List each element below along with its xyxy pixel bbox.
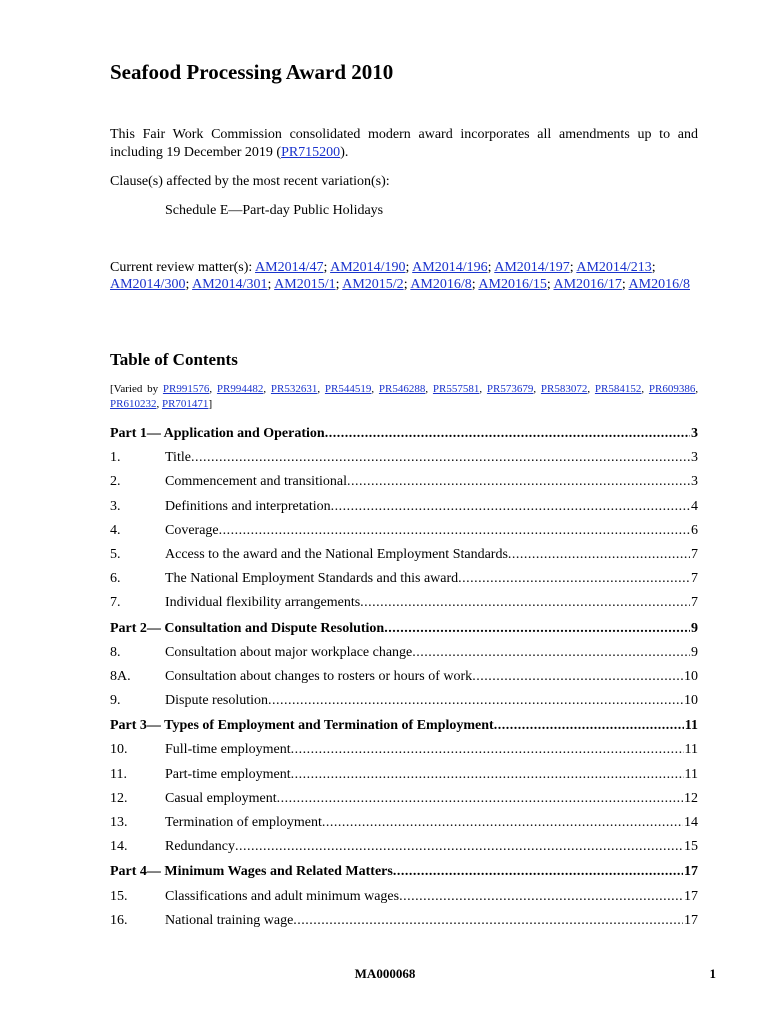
toc-clause-number: 11.	[110, 766, 127, 782]
review-matters: Current review matter(s): AM2014/47; AM2014/190; AM2014/196; AM2014/197; AM2014/213; AM2014/300; AM2014/301; AM2015/1; AM2015/2; AM2016/8; AM2016/15; AM2016/17; AM2016/8	[110, 260, 690, 292]
varied-link[interactable]: PR583072	[540, 383, 588, 395]
review-link[interactable]: AM2016/8	[410, 277, 472, 292]
toc-leader-dots	[291, 738, 684, 762]
toc-row[interactable]	[110, 885, 698, 909]
toc-clause-number: 10.	[110, 742, 128, 758]
toc-clause-title: Part-time employment	[165, 766, 291, 782]
toc-part-row[interactable]	[110, 860, 698, 884]
intro-text: This Fair Work Commission consolidated modern award incorporates all amendments up to and including 19 December 2019 (	[110, 127, 698, 160]
toc-leader-dots	[219, 519, 690, 543]
varied-link[interactable]: PR584152	[594, 383, 642, 395]
toc-leader-dots	[191, 446, 690, 470]
toc-clause-title: Consultation about major workplace change	[165, 644, 413, 660]
toc-clause-title: Coverage	[165, 522, 219, 538]
toc-row[interactable]	[110, 738, 698, 762]
toc-row[interactable]	[110, 909, 698, 933]
toc-page-number: 10	[684, 693, 698, 709]
toc-clause-number: 3.	[110, 498, 121, 514]
toc-clause-number: 8.	[110, 644, 121, 660]
toc-page-number: 17	[684, 888, 698, 904]
review-link[interactable]: AM2014/196	[412, 260, 488, 275]
toc-clause-number: 16.	[110, 912, 128, 928]
toc-part-title: Part 3— Types of Employment and Termination of Employment	[110, 718, 494, 734]
toc-row[interactable]	[110, 665, 698, 689]
review-link[interactable]: AM2014/213	[576, 260, 652, 275]
varied-by-list: [Varied by PR991576, PR994482, PR532631, PR544519, PR546288, PR557581, PR573679, PR583072, PR584152, PR609386, PR610232, PR701471]	[110, 383, 699, 410]
toc-leader-dots	[384, 617, 690, 641]
toc-clause-title: Casual employment	[165, 790, 277, 806]
toc-row[interactable]	[110, 543, 698, 567]
varied-link[interactable]: PR557581	[432, 383, 480, 395]
varied-link[interactable]: PR991576	[162, 383, 210, 395]
toc-clause-title: Commencement and transitional	[165, 474, 347, 490]
toc-clause-number: 15.	[110, 888, 128, 904]
toc-row[interactable]	[110, 641, 698, 665]
review-link[interactable]: AM2015/1	[274, 277, 336, 292]
toc-leader-dots	[331, 495, 690, 519]
toc-clause-number: 8A.	[110, 668, 131, 684]
toc-clause-title: Full-time employment	[165, 742, 291, 758]
toc-row[interactable]	[110, 763, 698, 787]
toc-part-title: Part 4— Minimum Wages and Related Matters	[110, 864, 393, 880]
varied-link[interactable]: PR610232	[110, 398, 157, 410]
toc-leader-dots	[235, 835, 683, 859]
toc-clause-number: 5.	[110, 546, 121, 562]
toc-leader-dots	[393, 860, 683, 884]
toc-clause-title: Title	[165, 450, 191, 466]
varied-link[interactable]: PR609386	[648, 383, 696, 395]
toc-page-number: 7	[691, 595, 698, 611]
toc-page-number: 9	[691, 644, 698, 660]
toc-clause-title: Consultation about changes to rosters or hours of work	[165, 668, 473, 684]
review-link[interactable]: AM2016/8	[628, 277, 690, 292]
review-label: Current review matter(s):	[110, 260, 253, 275]
toc-clause-number: 13.	[110, 815, 128, 830]
toc-row[interactable]	[110, 591, 698, 615]
varied-end: ]	[208, 398, 213, 410]
toc-page-number: 17	[684, 864, 698, 880]
toc-clause-title: Redundancy	[165, 839, 235, 855]
review-link[interactable]: AM2015/2	[342, 277, 404, 292]
intro-end: ).	[340, 145, 349, 160]
toc-clause-number: 12.	[110, 790, 128, 806]
toc-leader-dots	[472, 665, 683, 689]
toc-heading: Table of Contents	[110, 350, 238, 369]
toc-clause-title: Termination of employment	[165, 815, 322, 830]
toc-page-number: 10	[684, 668, 698, 684]
toc-clause-title: The National Employment Standards and this award	[165, 571, 459, 587]
footer-award-code: MA000068	[354, 966, 416, 981]
varied-link[interactable]: PR701471	[161, 398, 209, 410]
intro-paragraph	[110, 126, 698, 162]
toc-part-row[interactable]	[110, 617, 698, 641]
toc-leader-dots	[494, 714, 684, 738]
toc-row[interactable]	[110, 519, 698, 543]
review-link[interactable]: AM2016/15	[478, 277, 547, 292]
toc-part-title: Part 2— Consultation and Dispute Resolution	[110, 620, 385, 636]
toc-page-number: 15	[684, 839, 698, 855]
varied-label: [Varied by	[110, 383, 159, 395]
review-link[interactable]: AM2014/197	[494, 260, 570, 275]
review-link[interactable]: AM2014/47	[255, 260, 324, 275]
toc-page-number: 14	[684, 815, 698, 830]
toc-part-row[interactable]	[110, 714, 698, 738]
toc-row[interactable]	[110, 470, 698, 494]
toc-page-number: 12	[684, 790, 698, 806]
clauses-label: Clause(s) affected by the most recent variation(s):	[110, 174, 390, 189]
toc-page-number: 17	[684, 912, 698, 928]
toc-part-row[interactable]	[110, 422, 698, 446]
toc-leader-dots	[291, 763, 684, 787]
toc-leader-dots	[508, 543, 690, 567]
review-link[interactable]: AM2016/17	[553, 277, 622, 292]
toc-clause-title: Access to the award and the National Employment Standards	[165, 546, 508, 562]
toc-page-number: 3	[691, 450, 698, 466]
toc-clause-number: 2.	[110, 474, 121, 490]
toc-part-title: Part 1— Application and Operation	[110, 426, 325, 441]
toc-leader-dots	[458, 567, 690, 591]
clause-item: Schedule E—Part-day Public Holidays	[165, 203, 384, 218]
varied-link[interactable]: PR994482	[216, 383, 264, 395]
toc-leader-dots	[325, 422, 690, 446]
toc-page-number: 4	[691, 498, 698, 514]
toc-clause-title: Individual flexibility arrangements	[165, 595, 361, 611]
review-link[interactable]: AM2014/190	[330, 260, 406, 275]
toc-page-number: 7	[691, 546, 698, 562]
toc-page-number: 7	[691, 571, 698, 587]
toc-row[interactable]	[110, 811, 698, 835]
toc-clause-title: Classifications and adult minimum wages	[165, 888, 400, 904]
toc-clause-title: Dispute resolution	[165, 693, 269, 709]
toc-clause-number: 1.	[110, 450, 121, 466]
toc-clause-number: 4.	[110, 522, 121, 538]
varied-link[interactable]: PR544519	[324, 383, 372, 395]
toc-clause-number: 6.	[110, 571, 121, 587]
toc-clause-number: 7.	[110, 595, 121, 611]
toc-leader-dots	[360, 591, 690, 615]
toc-page-number: 11	[684, 766, 698, 782]
toc-leader-dots	[293, 909, 683, 933]
varied-link[interactable]: PR573679	[486, 383, 534, 395]
toc-page-number: 3	[691, 474, 698, 490]
toc-row[interactable]	[110, 446, 698, 470]
toc-leader-dots	[277, 787, 683, 811]
toc-clause-title: Definitions and interpretation	[165, 498, 331, 514]
toc-clause-number: 9.	[110, 693, 121, 709]
toc-leader-dots	[268, 689, 683, 713]
toc-page-number: 11	[684, 742, 698, 758]
toc-row[interactable]	[110, 787, 698, 811]
intro-link[interactable]: PR715200	[281, 145, 341, 160]
toc-leader-dots	[322, 811, 683, 835]
review-link[interactable]: AM2014/301	[192, 277, 268, 292]
toc-page-number: 9	[691, 620, 698, 636]
toc-row[interactable]	[110, 495, 698, 519]
table-of-contents	[110, 422, 698, 933]
varied-link[interactable]: PR546288	[378, 383, 426, 395]
toc-row[interactable]	[110, 835, 698, 859]
toc-clause-title: National training wage	[165, 912, 294, 928]
footer-page-number: 1	[709, 966, 716, 981]
document-title: Seafood Processing Award 2010	[110, 60, 394, 84]
varied-link[interactable]: PR532631	[270, 383, 318, 395]
review-link[interactable]: AM2014/300	[110, 277, 186, 292]
toc-leader-dots	[399, 885, 683, 909]
toc-leader-dots	[347, 470, 690, 494]
toc-page-number: 3	[691, 426, 698, 441]
toc-page-number: 6	[691, 522, 698, 538]
toc-row[interactable]	[110, 567, 698, 591]
toc-page-number: 11	[684, 718, 698, 734]
toc-clause-number: 14.	[110, 839, 128, 855]
toc-row[interactable]	[110, 689, 698, 713]
toc-leader-dots	[412, 641, 690, 665]
